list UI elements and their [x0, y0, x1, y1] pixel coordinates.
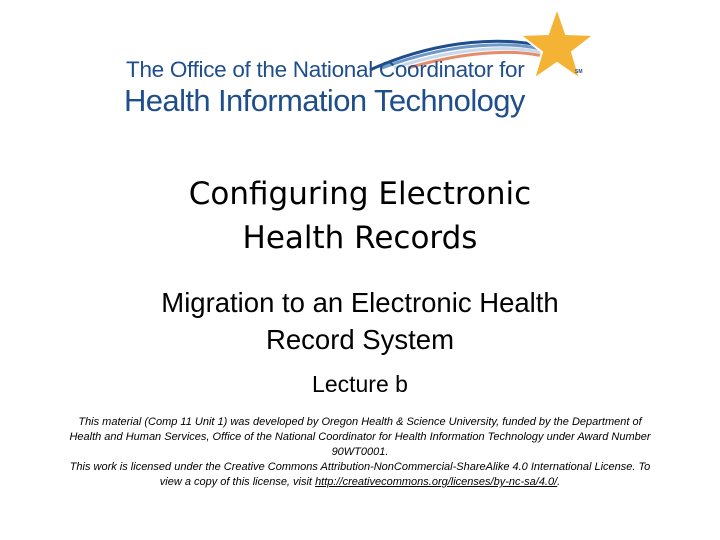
credits-notice [66, 415, 654, 490]
license-statement [66, 460, 654, 490]
slide-subtitle-line1: Migration to an Electronic Health [161, 287, 559, 318]
license-link[interactable]: http://creativecommons.org/licenses/by-nc-sa/4.0/ [315, 476, 558, 488]
star-icon [520, 8, 594, 79]
license-text-end: . [557, 476, 561, 488]
slide-title-line1: Configuring Electronic [188, 176, 532, 212]
logo-text-line2: Health Information Technology [124, 83, 525, 118]
onc-logo [120, 8, 600, 120]
license-text: This work is licensed under the Creative Commons Attribution-NonCommercial-ShareAlike 4.0 International License. To view a copy of this license, visit [69, 461, 651, 488]
funding-statement: This material (Comp 11 Unit 1) was developed by Oregon Health & Science University, funded by the Department of Health and Human Services, Office of the National Coordinator for Health Information Technology under Award Number 90WT0001. [69, 416, 651, 458]
slide-subtitle-line2: Record System [266, 324, 454, 355]
slide-title [60, 172, 660, 260]
logo-text-line1: The Office of the National Coordinator for [126, 57, 525, 82]
service-mark: SM [575, 69, 583, 75]
slide-title-line2: Health Records [242, 220, 478, 256]
slide-subtitle [60, 284, 660, 358]
lecture-label: Lecture b [312, 371, 408, 397]
